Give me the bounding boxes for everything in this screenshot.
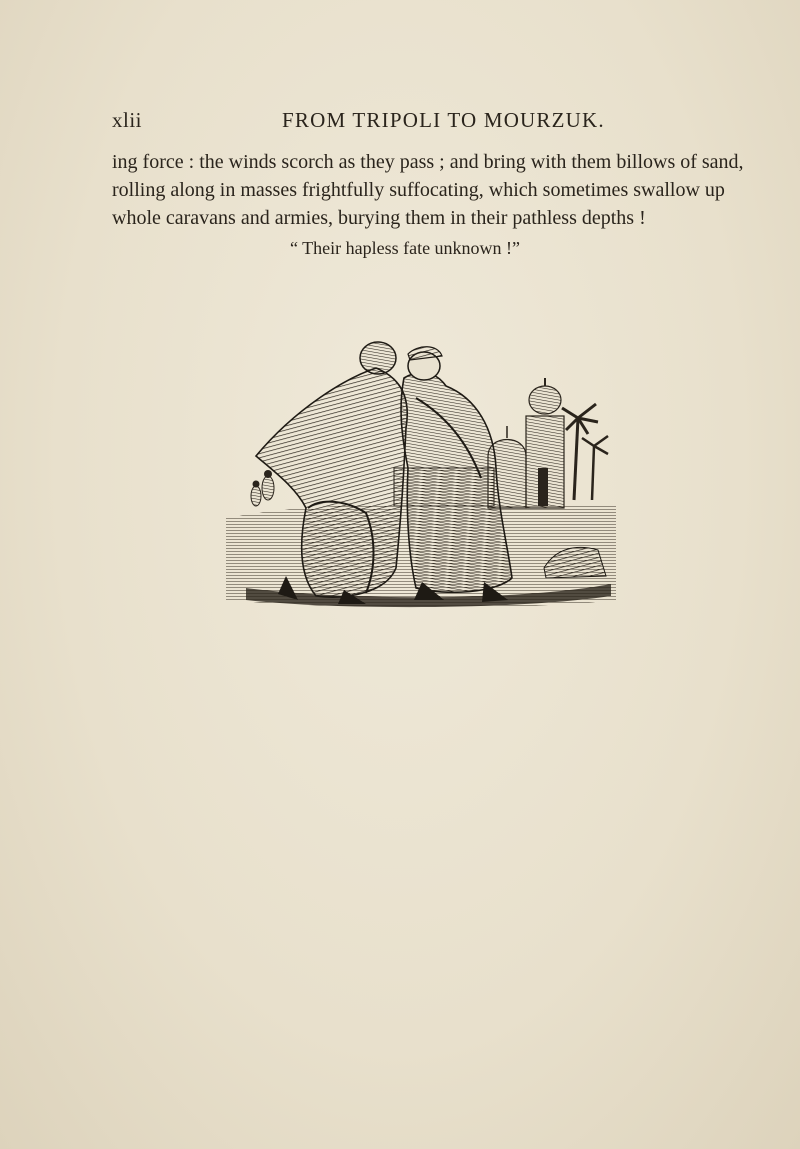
running-title: FROM TRIPOLI TO MOURZUK. (282, 108, 605, 132)
text-line: rolling along in masses frightfully suffocating, which sometimes swallow up (112, 179, 725, 201)
text-line: ing force : the winds scorch as they pass ; and bring with them billows of sand, (112, 151, 744, 173)
body-paragraph (112, 148, 744, 232)
right-robed-figure-icon (401, 347, 512, 602)
distant-figures-icon (251, 470, 274, 506)
two-robed-figures-embracing-icon (226, 338, 616, 610)
page-number: xlii (112, 108, 143, 132)
quotation: “ Their hapless fate unknown !” (289, 238, 521, 258)
minaret-icon (526, 378, 564, 508)
palm-tree-icon (562, 404, 608, 500)
text-line: whole caravans and armies, burying them in their pathless depths ! (112, 207, 646, 229)
running-head (112, 108, 688, 136)
